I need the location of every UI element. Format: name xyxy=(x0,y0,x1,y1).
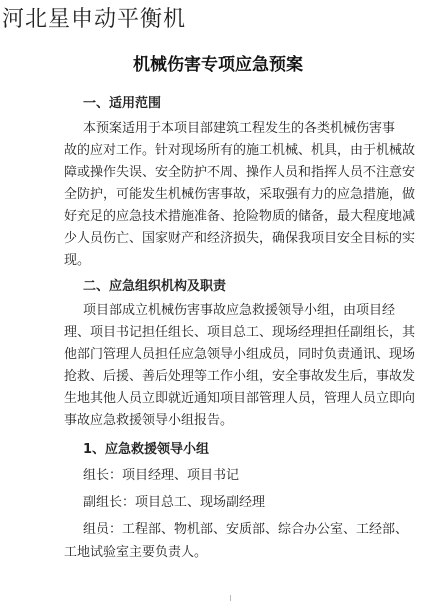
paragraph-line: 故的应对工作。针对现场所有的施工机械、机具，由于机械故 xyxy=(64,143,416,158)
paragraph-line: 项目部成立机械伤害事故应急救援领导小组，由项目经 xyxy=(83,303,396,318)
paragraph-line: 生地其他人员立即就近通知项目部管理人员，管理人员立即向 xyxy=(64,391,416,406)
page-title: 河北星申动平衡机 xyxy=(2,7,187,32)
document-page xyxy=(14,40,422,600)
section1-heading: 一、适用范围 xyxy=(83,96,162,111)
section2-heading: 二、应急组织机构及职责 xyxy=(83,279,227,294)
members-line: 工地试验室主要负责人。 xyxy=(64,545,208,560)
paragraph-line: 全防护，可能发生机械伤害事故，采取强有力的应急措施，做 xyxy=(64,187,416,202)
leader-line: 组长：项目经理、项目书记 xyxy=(83,468,240,483)
page-mark xyxy=(230,595,231,601)
paragraph-line: 好充足的应急技术措施准备、抢险物质的储备，最大程度地减 xyxy=(64,209,416,224)
members-line: 组员：工程部、物机部、安质部、综合办公室、工经部、 xyxy=(83,522,409,537)
paragraph-line: 障或操作失误、安全防护不周、操作人员和指挥人员不注意安 xyxy=(64,165,416,180)
paragraph-line: 现。 xyxy=(64,253,91,268)
paragraph-line: 事故应急救援领导小组报告。 xyxy=(64,413,234,428)
paragraph-line: 他部门管理人员担任应急领导小组成员，同时负责通讯、现场 xyxy=(64,347,416,362)
paragraph-line: 少人员伤亡、国家财产和经济损失，确保我项目安全目标的实 xyxy=(64,231,416,246)
paragraph-line: 抢救、后援、善后处理等工作小组，安全事故发生后，事故发 xyxy=(64,369,416,384)
deputy-line: 副组长：项目总工、现场副经理 xyxy=(83,495,266,510)
document-title: 机械伤害专项应急预案 xyxy=(133,55,303,75)
paragraph-line: 理、项目书记担任组长、项目总工、现场经理担任副组长，其 xyxy=(64,325,416,340)
subsection1-heading: 1、应急救援领导小组 xyxy=(83,442,210,457)
paragraph-line: 本预案适用于本项目部建筑工程发生的各类机械伤害事 xyxy=(83,121,396,136)
